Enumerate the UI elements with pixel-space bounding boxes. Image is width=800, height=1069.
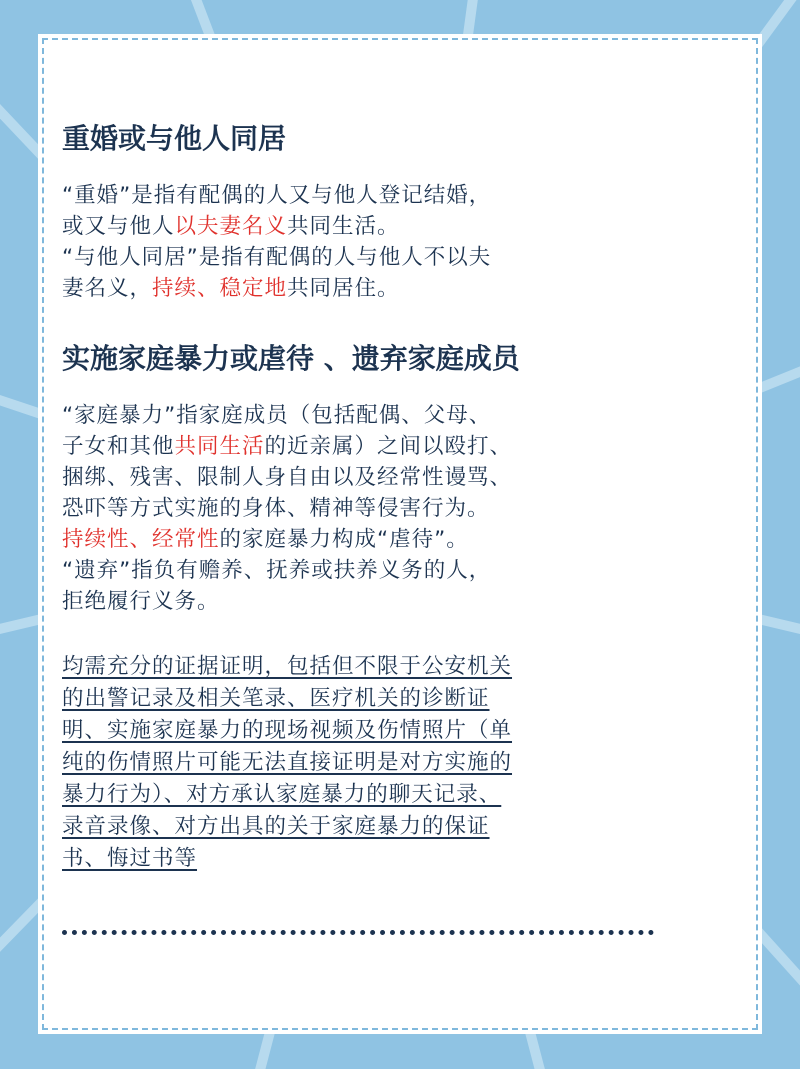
text-line: “遗弃”指负有赡养、抚养或扶养义务的人， — [62, 558, 492, 583]
highlight-text: 持续、稳定地 — [152, 276, 288, 301]
text-line: 或又与他人以夫妻名义共同生活。 — [62, 214, 400, 239]
highlight-text: 持续性、经常性 — [62, 527, 220, 552]
domestic-violence-definition — [62, 400, 662, 617]
evidence-line: 均需充分的证据证明，包括但不限于公安机关 — [62, 654, 513, 679]
text-line: “重婚”是指有配偶的人又与他人登记结婚， — [62, 183, 492, 208]
text-line: 持续性、经常性的家庭暴力构成“虐待”。 — [62, 527, 469, 552]
section-title-domestic-violence: 实施家庭暴力或虐待 、遗弃家庭成员 — [62, 342, 520, 375]
evidence-line: 纯的伤情照片可能无法直接证明是对方实施的 — [62, 750, 513, 775]
evidence-note — [62, 651, 662, 875]
evidence-line: 暴力行为）、对方承认家庭暴力的聊天记录、 — [62, 782, 502, 807]
dotted-divider — [62, 930, 654, 935]
text-line: 妻名义，持续、稳定地共同居住。 — [62, 276, 400, 301]
text-line: “与他人同居”是指有配偶的人与他人不以夫 — [62, 245, 492, 270]
evidence-line: 明、实施家庭暴力的现场视频及伤情照片（单 — [62, 718, 513, 743]
evidence-line: 书、悔过书等 — [62, 846, 198, 871]
text-line: “家庭暴力”指家庭成员（包括配偶、父母、 — [62, 403, 492, 428]
evidence-line: 录音录像、对方出具的关于家庭暴力的保证 — [62, 814, 490, 839]
text-line: 捆绑、残害、限制人身自由以及经常性谩骂、 — [62, 465, 513, 490]
article-body — [62, 90, 662, 875]
bigamy-definition — [62, 180, 662, 304]
evidence-line: 的出警记录及相关笔录、医疗机关的诊断证 — [62, 686, 490, 711]
text-line: 子女和其他共同生活的近亲属）之间以殴打、 — [62, 434, 513, 459]
highlight-text: 以夫妻名义 — [174, 214, 288, 239]
section-title-bigamy: 重婚或与他人同居 — [62, 122, 287, 155]
highlight-text: 共同生活 — [174, 434, 265, 459]
text-line: 拒绝履行义务。 — [62, 589, 220, 614]
text-line: 恐吓等方式实施的身体、精神等侵害行为。 — [62, 496, 490, 521]
